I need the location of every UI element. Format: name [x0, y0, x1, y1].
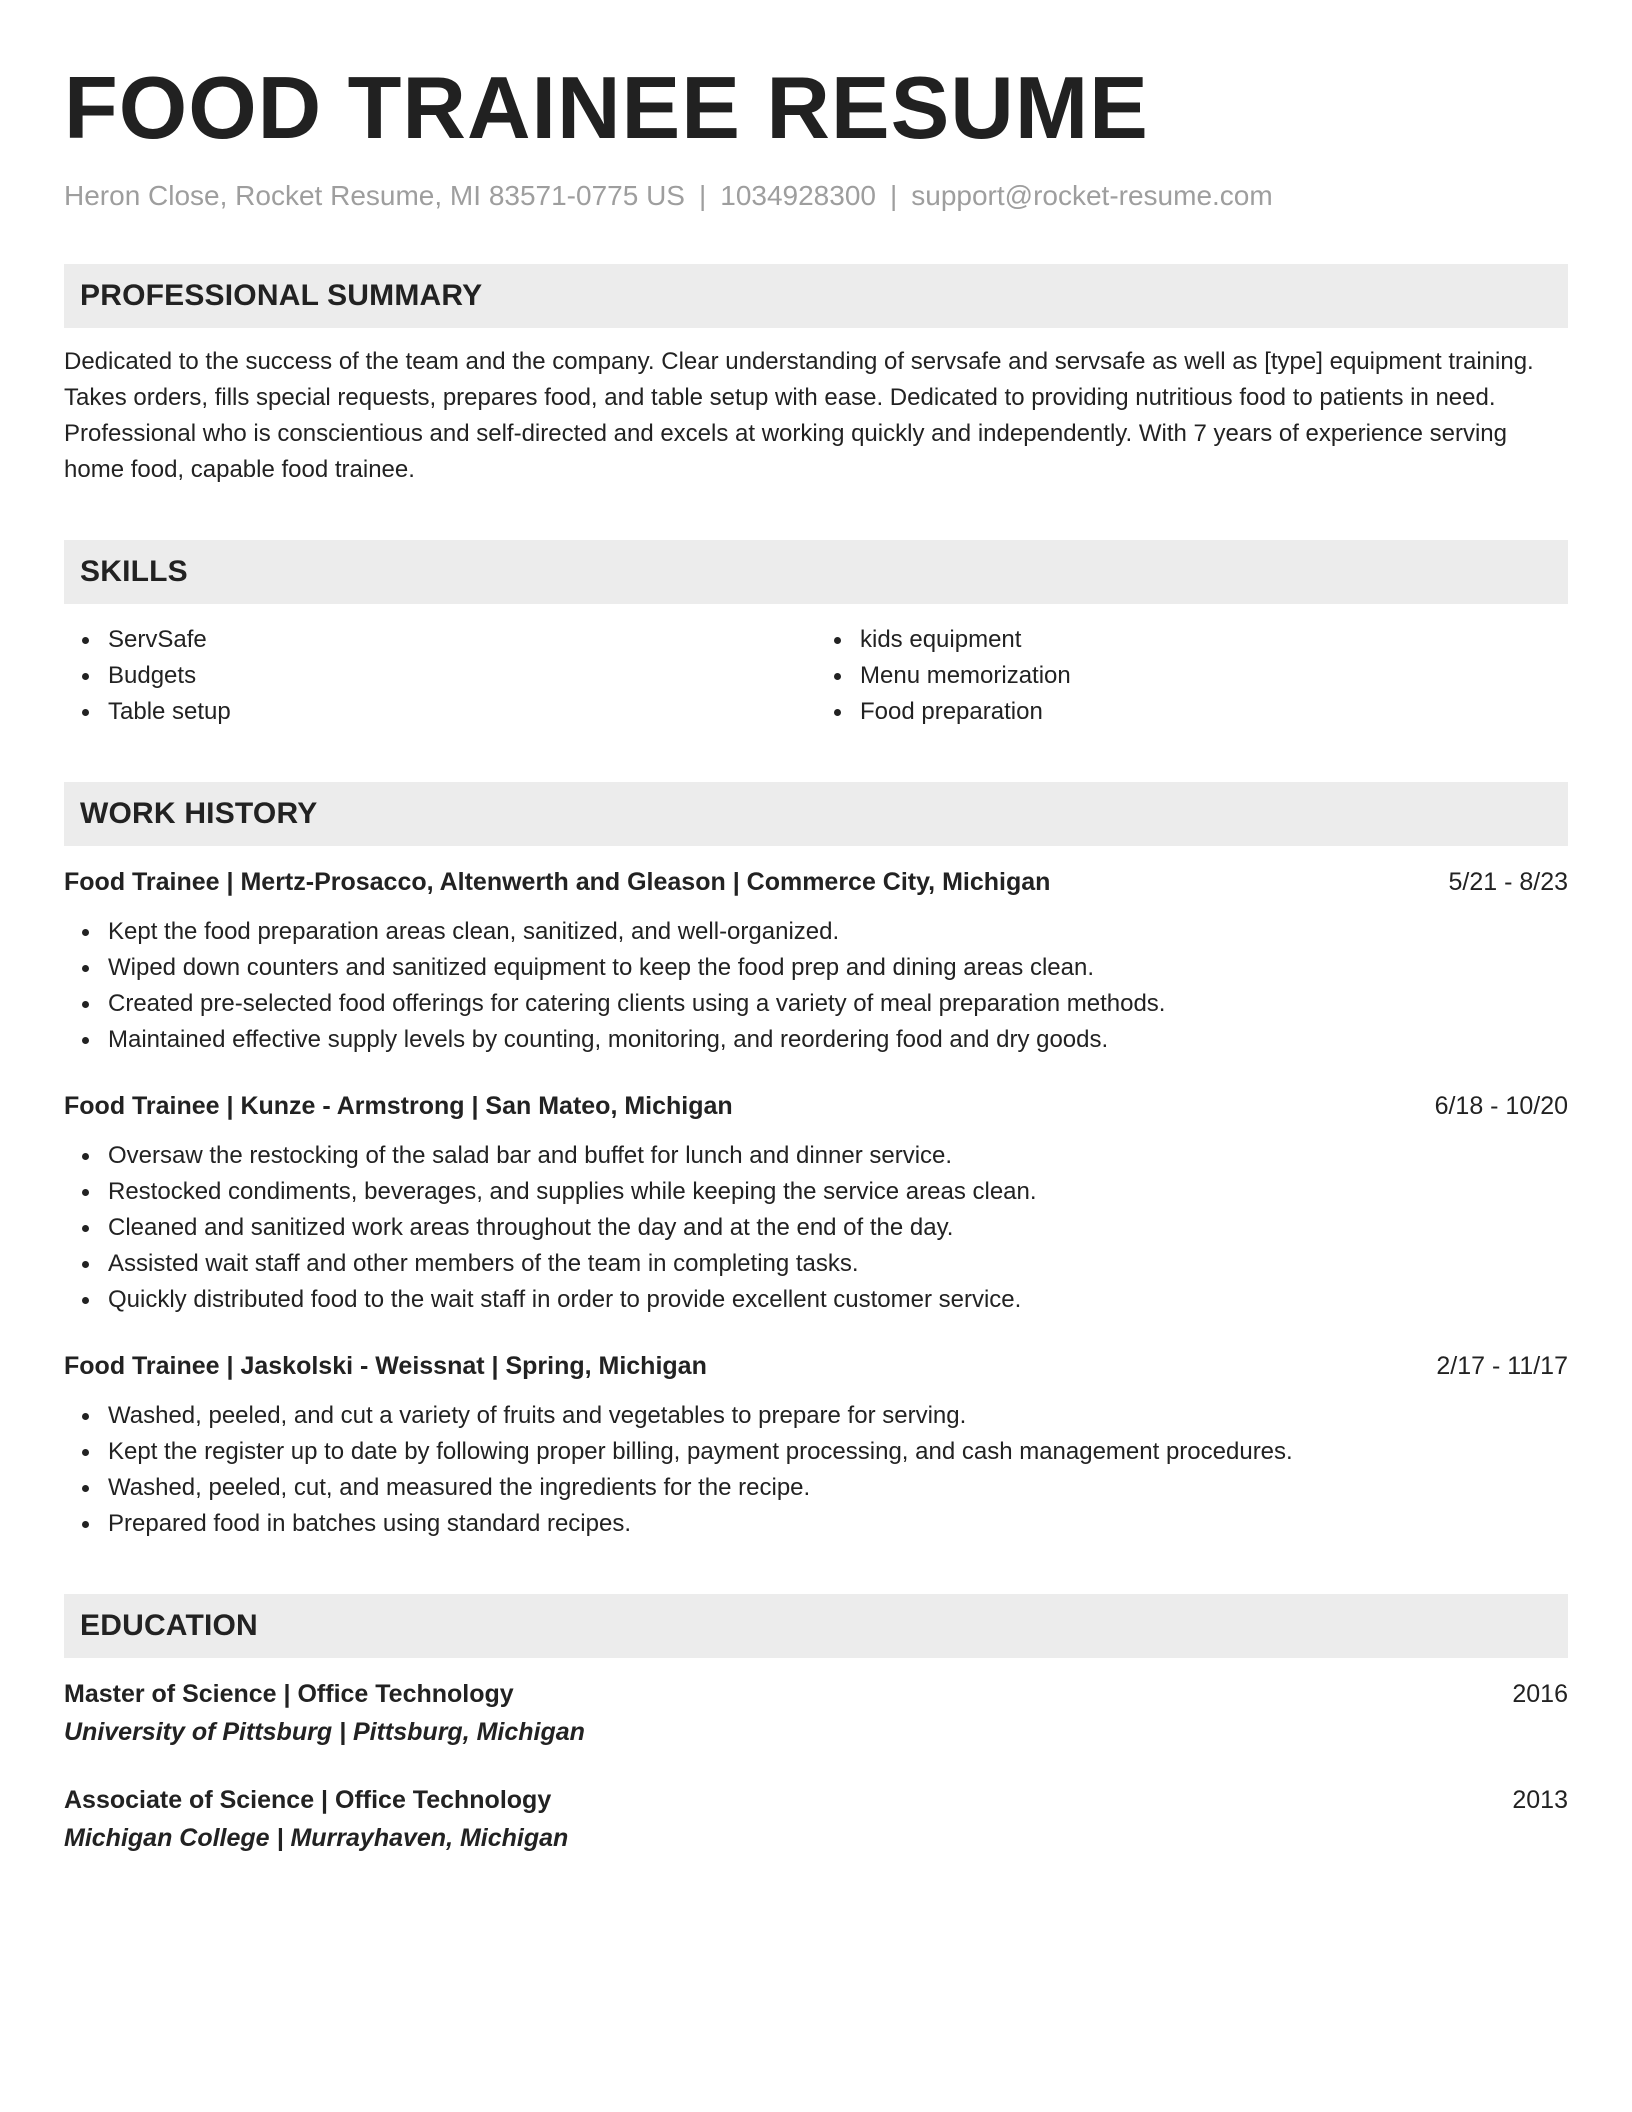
section-heading-work-history: WORK HISTORY	[64, 782, 1568, 846]
skill-item: Budgets	[108, 658, 816, 694]
job-bullets	[64, 914, 1568, 1058]
skill-item: kids equipment	[860, 622, 1568, 658]
job-bullet: Kept the register up to date by following proper billing, payment processing, and cash management procedures.	[108, 1434, 1568, 1470]
job-entry	[64, 864, 1568, 1058]
education-school: Michigan College | Murrayhaven, Michigan	[64, 1824, 569, 1852]
job-dates: 6/18 - 10/20	[1434, 1092, 1568, 1120]
job-bullet: Cleaned and sanitized work areas throughout the day and at the end of the day.	[108, 1210, 1568, 1246]
job-bullet: Wiped down counters and sanitized equipment to keep the food prep and dining areas clean.	[108, 950, 1568, 986]
job-bullet: Restocked condiments, beverages, and supplies while keeping the service areas clean.	[108, 1174, 1568, 1210]
section-heading-education: EDUCATION	[64, 1594, 1568, 1658]
resume-title: FOOD TRAINEE RESUME	[64, 58, 1149, 157]
job-bullet: Prepared food in batches using standard recipes.	[108, 1506, 1568, 1542]
job-bullets	[64, 1138, 1568, 1318]
skills-column-right	[816, 622, 1568, 730]
skills-column-left	[64, 622, 816, 730]
job-bullet: Kept the food preparation areas clean, sanitized, and well-organized.	[108, 914, 1568, 950]
job-entry	[64, 1348, 1568, 1542]
job-bullets	[64, 1398, 1568, 1542]
job-title: Food Trainee | Kunze - Armstrong | San Mateo, Michigan	[64, 1092, 733, 1120]
education-year: 2013	[1512, 1786, 1568, 1814]
education-degree: Associate of Science | Office Technology	[64, 1786, 552, 1814]
education-entry	[64, 1782, 1568, 1856]
job-dates: 2/17 - 11/17	[1436, 1352, 1568, 1380]
skills-list	[64, 622, 1568, 730]
job-title: Food Trainee | Jaskolski - Weissnat | Spring, Michigan	[64, 1352, 707, 1380]
contact-phone: 1034928300	[720, 180, 876, 211]
education-degree: Master of Science | Office Technology	[64, 1680, 514, 1708]
job-dates: 5/21 - 8/23	[1448, 868, 1568, 896]
skill-item: Food preparation	[860, 694, 1568, 730]
education-school: University of Pittsburg | Pittsburg, Michigan	[64, 1718, 585, 1746]
skill-item: ServSafe	[108, 622, 816, 658]
job-bullet: Oversaw the restocking of the salad bar and buffet for lunch and dinner service.	[108, 1138, 1568, 1174]
skill-item: Menu memorization	[860, 658, 1568, 694]
section-heading-skills: SKILLS	[64, 540, 1568, 604]
job-bullet: Maintained effective supply levels by counting, monitoring, and reordering food and dry goods.	[108, 1022, 1568, 1058]
job-bullet: Assisted wait staff and other members of the team in completing tasks.	[108, 1246, 1568, 1282]
job-bullet: Quickly distributed food to the wait staff in order to provide excellent customer service.	[108, 1282, 1568, 1318]
job-bullet: Washed, peeled, cut, and measured the ingredients for the recipe.	[108, 1470, 1568, 1506]
contact-address: Heron Close, Rocket Resume, MI 83571-0775 US	[64, 180, 685, 211]
job-bullet: Washed, peeled, and cut a variety of fruits and vegetables to prepare for serving.	[108, 1398, 1568, 1434]
contact-email: support@rocket-resume.com	[911, 180, 1273, 211]
contact-line	[64, 178, 1568, 214]
skill-item: Table setup	[108, 694, 816, 730]
job-entry	[64, 1088, 1568, 1318]
contact-separator: |	[698, 180, 707, 211]
job-title: Food Trainee | Mertz-Prosacco, Altenwerth and Gleason | Commerce City, Michigan	[64, 868, 1051, 896]
summary-text: Dedicated to the success of the team and the company. Clear understanding of servsafe and servsafe as well as [type] equipment training. Takes orders, fills special requests, prepares food, and table setup with ease. Dedicated to providing nutritious food to patients in need. Professional who is conscientious and self-directed and excels at working quickly and independently. With 7 years of experience serving home food, capable food trainee.	[64, 348, 1534, 483]
section-heading-summary: PROFESSIONAL SUMMARY	[64, 264, 1568, 328]
contact-separator: |	[889, 180, 898, 211]
education-entry	[64, 1676, 1568, 1750]
job-bullet: Created pre-selected food offerings for catering clients using a variety of meal preparation methods.	[108, 986, 1568, 1022]
education-year: 2016	[1512, 1680, 1568, 1708]
